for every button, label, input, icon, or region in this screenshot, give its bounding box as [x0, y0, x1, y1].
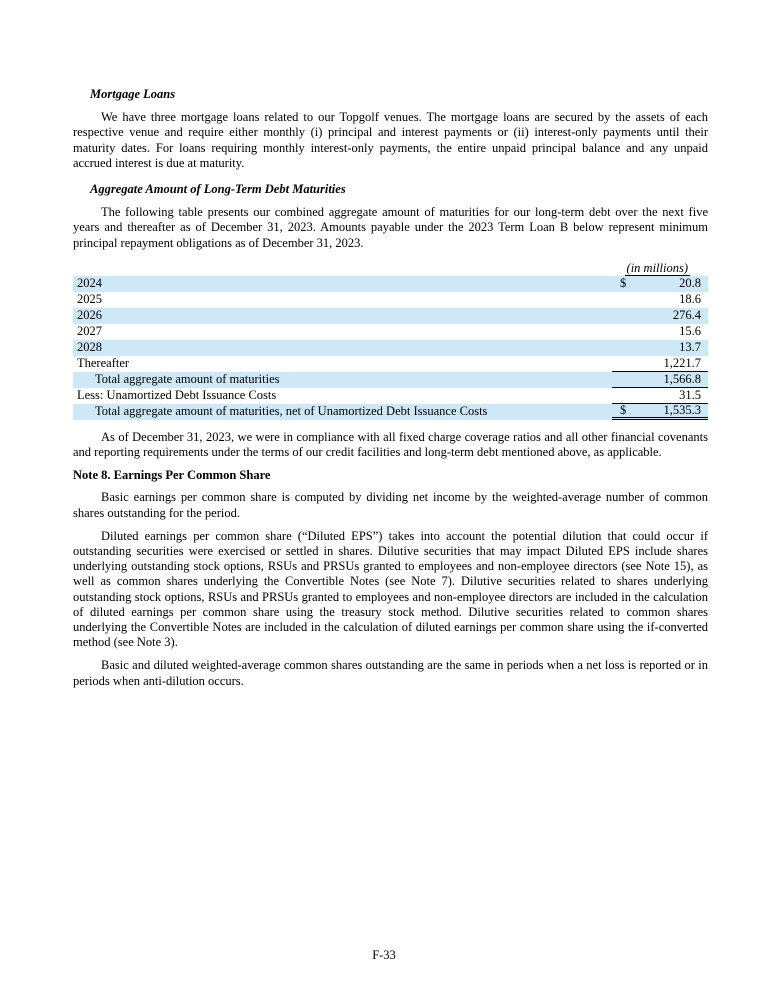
amount-value: 15.6 [679, 324, 701, 339]
row-label: Total aggregate amount of maturities [95, 372, 280, 387]
units-label: (in millions) [626, 260, 688, 275]
amount-value: 1,566.8 [663, 371, 701, 386]
row-amount [612, 308, 708, 324]
table-row-net-total [73, 404, 708, 420]
diluted-eps-paragraph: Diluted earnings per common share (“Diluted EPS”) takes into account the potential dilution that could occur if outstanding securities were exercised or settled in shares. Dilutive securities that may impact Diluted EPS include shares underlying outstanding stock options, RSUs and PRSUs granted to employees and non-employee directors (see Note 15), as well as common shares underlying the Convertible Notes (see Note 7). Dilutive securities related to shares underlying outstanding stock options, RSUs and PRSUs granted to employees and non-employee directors are included in the calculation of diluted earnings per common share using the treasury stock method. Dilutive securities related to common shares underlying the Convertible Notes are included in the calculation of diluted earnings per common share using the if-converted method (see Note 3). [73, 528, 708, 650]
currency-symbol: $ [620, 402, 627, 417]
row-amount [612, 356, 708, 372]
amount-value: 18.6 [679, 292, 701, 307]
row-amount [612, 340, 708, 356]
table-row-total [73, 372, 708, 388]
page-number: F-33 [372, 948, 396, 962]
table-row [73, 340, 708, 356]
amount-value: 276.4 [672, 308, 701, 323]
table-row [73, 388, 708, 404]
basic-eps-paragraph: Basic earnings per common share is computed by dividing net income by the weighted-average number of common shares outstanding for the period. [73, 490, 708, 520]
amount-value: 31.5 [679, 387, 701, 402]
table-row [73, 356, 708, 372]
row-amount [612, 276, 708, 292]
row-label: Less: Unamortized Debt Issuance Costs [77, 388, 277, 403]
mortgage-loans-paragraph: We have three mortgage loans related to our Topgolf venues. The mortgage loans are secured by the assets of each respective venue and require either monthly (i) principal and interest payments or (ii) interest-only payments until their maturity dates. For loans requiring monthly interest-only payments, the entire unpaid principal balance and any unpaid accrued interest is due at maturity. [73, 110, 708, 170]
row-amount [612, 388, 708, 404]
amount-value: 1,535.3 [663, 402, 701, 417]
row-amount [612, 372, 708, 388]
antidilution-paragraph: Basic and diluted weighted-average common shares outstanding are the same in periods when a net loss is reported or in periods when anti-dilution occurs. [73, 658, 708, 688]
row-amount [612, 292, 708, 308]
table-units-row [73, 262, 708, 276]
maturities-paragraph: The following table presents our combined aggregate amount of maturities for our long-term debt over the next five years and thereafter as of December 31, 2023. Amounts payable under the 2023 Term Loan B below represent minimum principal repayment obligations as of December 31, 2023. [73, 205, 708, 250]
mortgage-loans-heading: Mortgage Loans [90, 87, 176, 101]
row-label: 2025 [77, 292, 102, 307]
table-row [73, 308, 708, 324]
row-amount [612, 324, 708, 340]
maturities-heading: Aggregate Amount of Long-Term Debt Maturities [90, 182, 346, 197]
row-label: 2027 [77, 324, 102, 339]
amount-value: 1,221.7 [663, 355, 701, 370]
page-content [73, 87, 708, 700]
row-label: Total aggregate amount of maturities, net of Unamortized Debt Issuance Costs [95, 404, 488, 419]
row-label: 2024 [77, 276, 102, 291]
amount-value: 20.8 [679, 276, 701, 291]
compliance-paragraph: As of December 31, 2023, we were in compliance with all fixed charge coverage ratios and all other financial covenants and reporting requirements under the terms of our credit facilities and long-term debt mentioned above, as applicable. [73, 429, 708, 460]
currency-symbol: $ [620, 276, 627, 291]
row-label: Thereafter [77, 356, 130, 371]
maturities-table [73, 262, 708, 420]
row-label: 2026 [77, 308, 102, 323]
note8-heading: Note 8. Earnings Per Common Share [73, 468, 271, 483]
row-label: 2028 [77, 340, 102, 355]
table-row [73, 276, 708, 292]
amount-value: 13.7 [679, 340, 701, 355]
table-row [73, 324, 708, 340]
table-row [73, 292, 708, 308]
row-amount [612, 404, 708, 420]
